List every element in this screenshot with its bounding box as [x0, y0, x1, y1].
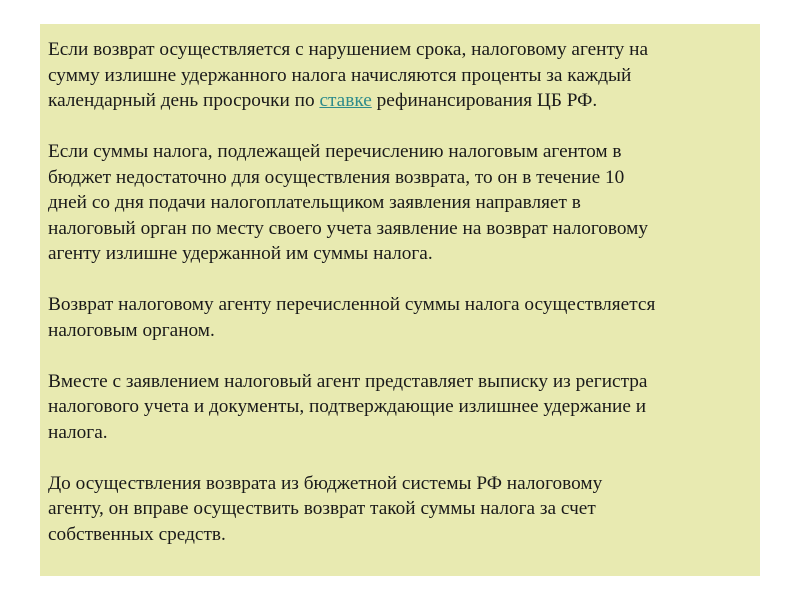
text-line: агенту, он вправе осуществить возврат такой суммы налога за счет	[48, 498, 596, 519]
text-line: сумму излишне удержанного налога начисляются проценты за каждый	[48, 64, 632, 86]
paragraph-own-funds	[48, 471, 760, 548]
text-line: агенту излишне удержанной им суммы налога.	[48, 243, 433, 264]
text-segment: рефинансирования ЦБ РФ.	[371, 90, 598, 111]
paragraph-refund-delay	[48, 37, 760, 114]
rate-link[interactable]: ставке	[319, 90, 372, 111]
text-line: Вместе с заявлением налоговый агент представляет выписку из регистра	[48, 370, 648, 392]
text-line: налога.	[48, 421, 108, 443]
text-line: Если суммы налога, подлежащей перечислению налоговым агентом в	[48, 141, 622, 162]
text-line: Если возврат осуществляется с нарушением срока, налоговому агенту на	[48, 39, 649, 60]
text-line: налогового учета и документы, подтверждающие излишнее удержание и	[48, 396, 647, 417]
text-segment: календарный день просрочки по	[48, 90, 320, 111]
text-box	[40, 24, 760, 576]
text-line: дней со дня подачи налогоплательщиком заявления направляет в	[48, 192, 581, 213]
text-line: налоговый орган по месту своего учета заявление на возврат налоговому	[48, 217, 648, 239]
text-line: бюджет недостаточно для осуществления возврата, то он в течение 10	[48, 166, 625, 188]
text-line: собственных средств.	[48, 523, 226, 545]
text-line-with-link	[48, 88, 760, 114]
text-line: До осуществления возврата из бюджетной системы РФ налоговому	[48, 472, 603, 494]
text-line: Возврат налоговому агенту перечисленной суммы налога осуществляется	[48, 294, 656, 315]
text-line: налоговым органом.	[48, 319, 215, 341]
paragraph-insufficient-tax	[48, 139, 760, 267]
paragraph-documents	[48, 369, 760, 446]
paragraph-refund-by-tax-office	[48, 292, 760, 343]
